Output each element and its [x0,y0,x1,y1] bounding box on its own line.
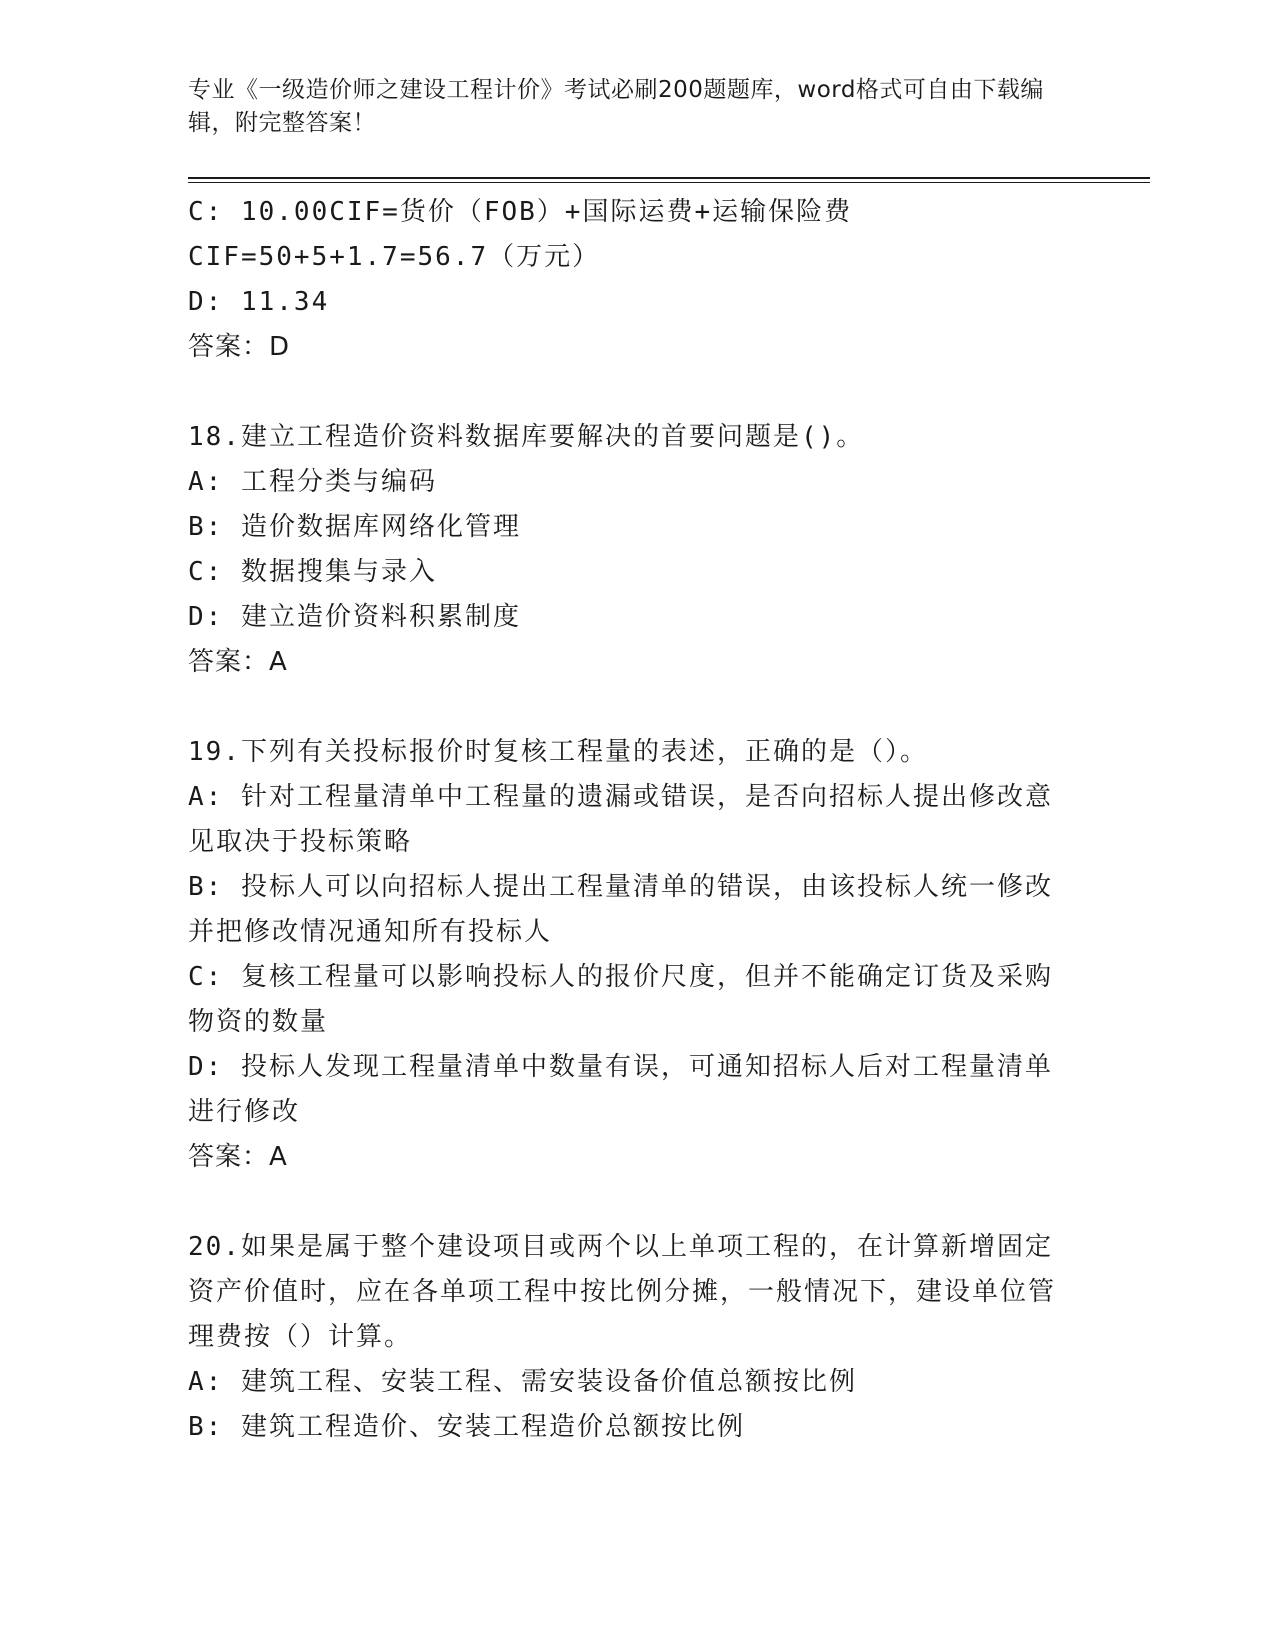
document-header: 专业《一级造价师之建设工程计价》考试必刷200题题库，word格式可自由下载编辑，附完整答案！ [188,77,1044,136]
question-19-answer: 答案：A [188,1142,288,1172]
question-19: 19.下列有关投标报价时复核工程量的表述，正确的是（）。 [188,737,928,767]
header-divider-thin [188,182,1150,183]
option-c-previous: C: 10.00CIF=货价（FOB）+国际运费+运输保险费CIF=50+5+1.7=56.7（万元） [188,197,853,272]
question-20-option-a: A: 建筑工程、安装工程、需安装设备价值总额按比例 [188,1367,857,1397]
question-19-option-d: D: 投标人发现工程量清单中数量有误，可通知招标人后对工程量清单进行修改 [188,1052,1053,1127]
question-18-option-b: B: 造价数据库网络化管理 [188,512,521,542]
answer-previous: 答案：D [188,332,291,362]
question-19-option-b: B: 投标人可以向招标人提出工程量清单的错误，由该投标人统一修改并把修改情况通知所有投标人 [188,872,1053,947]
question-19-option-a: A: 针对工程量清单中工程量的遗漏或错误，是否向招标人提出修改意见取决于投标策略 [188,782,1053,857]
question-18: 18.建立工程造价资料数据库要解决的首要问题是()。 [188,422,865,452]
question-18-option-d: D: 建立造价资料积累制度 [188,602,521,632]
question-content [188,190,1078,1450]
question-20-option-b: B: 建筑工程造价、安装工程造价总额按比例 [188,1412,745,1442]
question-20: 20.如果是属于整个建设项目或两个以上单项工程的，在计算新增固定资产价值时，应在各单项工程中按比例分摊，一般情况下，建设单位管理费按（）计算。 [188,1232,1057,1352]
option-d-previous: D: 11.34 [188,287,330,317]
question-18-option-c: C: 数据搜集与录入 [188,557,437,587]
question-18-answer: 答案：A [188,647,288,677]
header-divider-thick [188,177,1150,179]
question-19-option-c: C: 复核工程量可以影响投标人的报价尺度，但并不能确定订货及采购物资的数量 [188,962,1053,1037]
question-18-option-a: A: 工程分类与编码 [188,467,437,497]
